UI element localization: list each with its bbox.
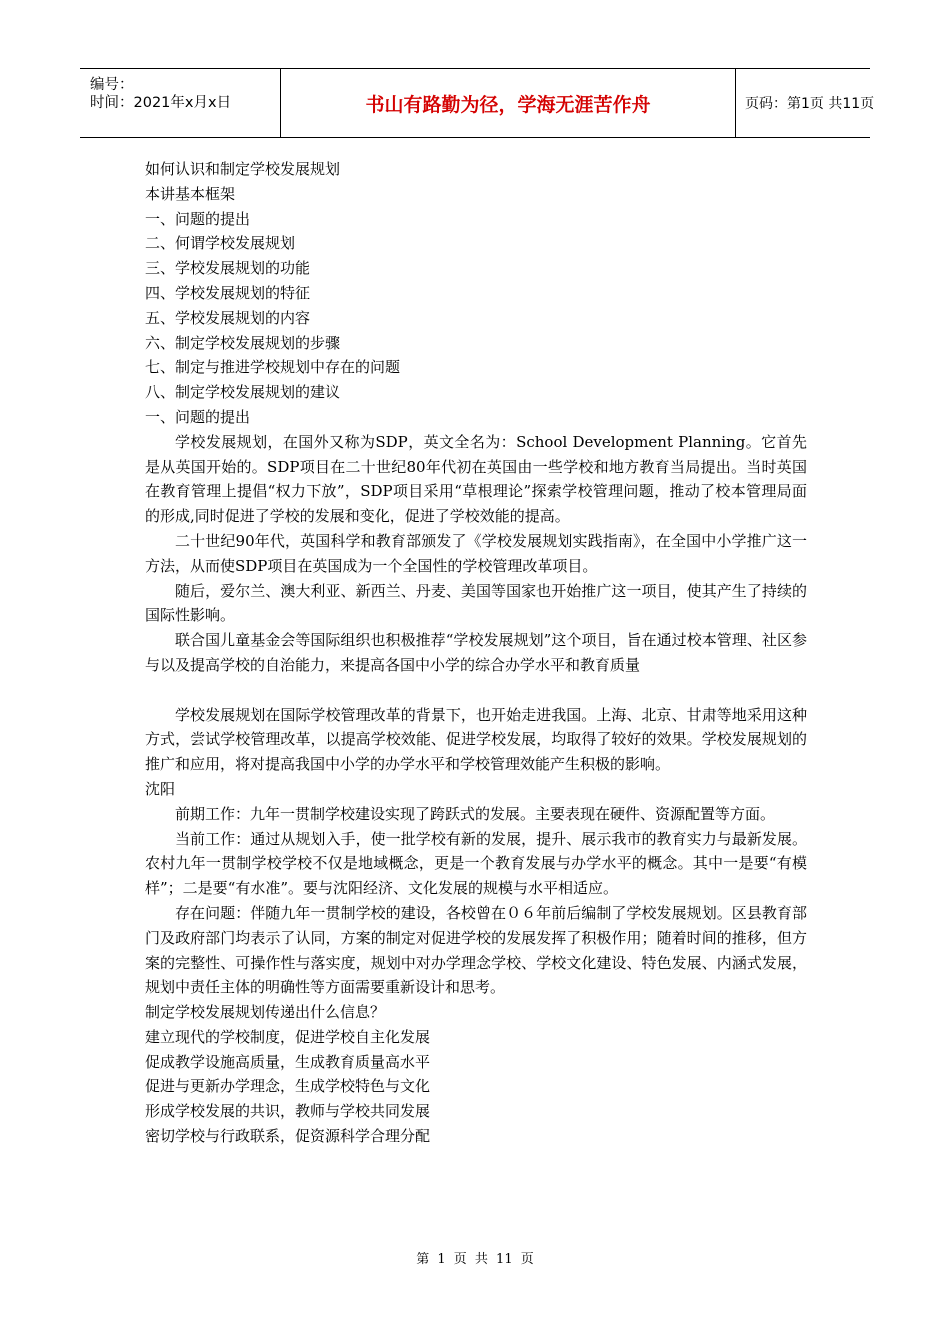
list-item: 形成学校发展的共识，教师与学校共同发展 — [145, 1102, 431, 1121]
document-title: 如何认识和制定学校发展规划 — [145, 160, 341, 178]
paragraph: 前期工作：九年一贯制学校建设实现了跨跃式的发展。主要表现在硬件、资源配置等方面。 — [175, 804, 776, 823]
outline-item: 一、问题的提出 — [145, 209, 251, 228]
question-heading: 制定学校发展规划传递出什么信息？ — [145, 1003, 386, 1022]
list-item: 建立现代的学校制度，促进学校自主化发展 — [145, 1027, 431, 1046]
page-header — [80, 68, 875, 138]
page-footer: 第 1 页 共 11 页 — [416, 1252, 534, 1267]
outline-item: 二、何谓学校发展规划 — [145, 234, 296, 253]
header-motto: 书山有路勤为径，学海无涯苦作舟 — [280, 69, 736, 137]
document-body — [145, 157, 807, 1149]
paragraph: 存在问题：伴随九年一贯制学校的建设，各校曾在０６年前后编制了学校发展规划。区县教育部门及政府部门均表示了认同，方案的制定对促进学校的发展发挥了积极作用；随着时间的推移，但方案的完整性、可操作性与落实度，规划中对办学理念学校、学校文化建设、特色发展、内涵式发展，规划中责任主体的明确性等方面需要重新设计和思考。 — [145, 903, 807, 997]
paragraph: 学校发展规划在国际学校管理改革的背景下，也开始走进我国。上海、北京、甘肃等地采用这种方式，尝试学校管理改革，以提高学校效能、促进学校发展，均取得了较好的效果。学校发展规划的推广和应用，将对提高我国中小学的办学水平和学校管理效能产生积极的影响。 — [145, 705, 807, 774]
paragraph: 联合国儿童基金会等国际组织也积极推荐“学校发展规划”这个项目，旨在通过校本管理、社区参与以及提高学校的自治能力，来提高各国中小学的综合办学水平和教育质量 — [145, 631, 807, 674]
city-heading: 沈阳 — [145, 779, 176, 798]
document-date-label: 时间：2021年x月x日 — [90, 95, 232, 111]
list-item: 密切学校与行政联系，促资源科学合理分配 — [145, 1127, 431, 1146]
list-item: 促成教学设施高质量，生成教育质量高水平 — [145, 1052, 431, 1071]
outline-item: 四、学校发展规划的特征 — [145, 283, 311, 302]
outline-item: 三、学校发展规划的功能 — [145, 259, 311, 278]
outline-item: 七、制定与推进学校规划中存在的问题 — [145, 358, 401, 377]
framework-heading: 本讲基本框架 — [145, 184, 236, 203]
document-number-label: 编号： — [90, 77, 134, 93]
header-left-cell — [80, 69, 280, 137]
outline-item: 五、学校发展规划的内容 — [145, 308, 311, 327]
header-page-number: 页码：第1页 共11页 — [745, 96, 875, 112]
list-item: 促进与更新办学理念，生成学校特色与文化 — [145, 1077, 431, 1096]
paragraph: 二十世纪90年代，英国科学和教育部颁发了《学校发展规划实践指南》，在全国中小学推广这一方法，从而使SDP项目在英国成为一个全国性的学校管理改革项目。 — [145, 531, 807, 575]
paragraph: 随后，爱尔兰、澳大利亚、新西兰、丹麦、美国等国家也开始推广这一项目，使其产生了持续的国际性影响。 — [145, 581, 807, 625]
outline-item: 六、制定学校发展规划的步骤 — [145, 333, 341, 352]
section-heading: 一、问题的提出 — [145, 407, 251, 426]
outline-item: 八、制定学校发展规划的建议 — [145, 383, 341, 402]
paragraph: 当前工作：通过从规划入手，使一批学校有新的发展，提升、展示我市的教育实力与最新发展。农村九年一贯制学校学校不仅是地域概念，更是一个教育发展与办学水平的概念。其中一是要“有模样”；二是要“有水准”。要与沈阳经济、文化发展的规模与水平相适应。 — [145, 829, 807, 898]
paragraph: 学校发展规划，在国外又称为SDP，英文全名为：School Development Planning。它首先是从英国开始的。SDP项目在二十世纪80年代初在英国由一些学校和地方教育当局提出。当时英国在教育管理上提倡“权力下放”，SDP项目采用“草根理论”探索学校管理问题，推动了校本管理局面的形成,同时促进了学校的发展和变化，促进了学校效能的提高。 — [145, 432, 807, 526]
